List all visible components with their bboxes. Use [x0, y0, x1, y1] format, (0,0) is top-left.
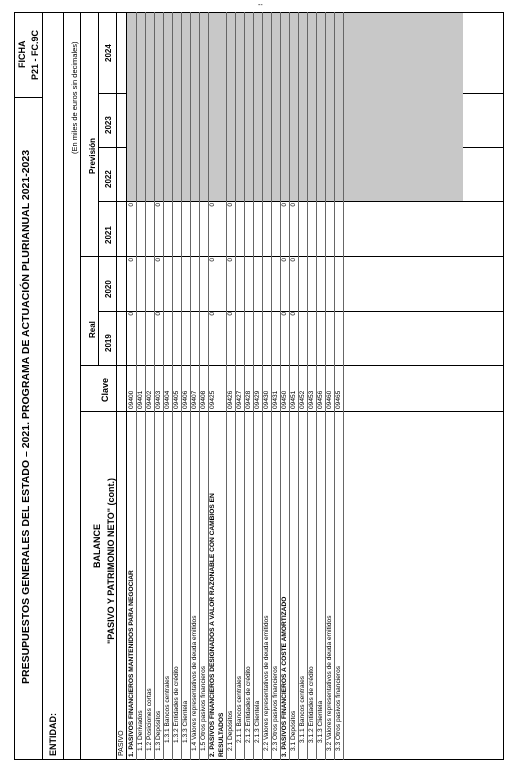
row-label: 3.3 Otros pasivos financieros — [335, 665, 342, 751]
row-code: 09450 — [281, 390, 288, 409]
table-row — [235, 12, 244, 759]
table-row — [271, 12, 280, 759]
row-code: 09460 — [326, 390, 333, 409]
row-label: 3.1.3 Clientela — [317, 700, 324, 743]
row-code: 09431 — [272, 390, 279, 409]
row-value: 0 — [281, 203, 288, 207]
row-value: 0 — [227, 312, 234, 316]
table-row — [334, 12, 343, 759]
row-code: 09465 — [335, 390, 342, 409]
year-header: 2020 — [104, 280, 113, 298]
row-code: 09456 — [317, 390, 324, 409]
row-label: 2.1.3 Clientela — [254, 700, 261, 743]
page-mark: -- — [258, 2, 263, 9]
row-label: 2.1.2 Entidades de crédito — [245, 666, 252, 743]
row-label: 3.1.2 Entidades de crédito — [308, 666, 315, 743]
row-value: 0 — [155, 258, 162, 262]
row-label: 1.5 Otros pasivos financieros — [200, 665, 207, 751]
table-row — [208, 12, 226, 759]
year-header: 2022 — [104, 170, 113, 188]
year-header: 2024 — [104, 44, 113, 62]
ficha-code: P21 - FC.9C — [30, 29, 40, 80]
table-row — [316, 12, 325, 759]
table-row — [181, 12, 190, 759]
balance-title: BALANCE — [92, 524, 102, 568]
row-value: 0 — [209, 258, 216, 262]
row-label: 2.2 Valores representativos de deuda emitidos — [263, 615, 270, 751]
row-value: 0 — [128, 203, 135, 207]
row-code: 09403 — [155, 390, 162, 409]
row-code: 09404 — [164, 390, 171, 409]
row-label: 1.1 Derivados — [137, 710, 144, 751]
table-row — [163, 12, 172, 759]
row-value: 0 — [227, 203, 234, 207]
row-label: 1. PASIVOS FINANCIEROS MANTENIDOS PARA NEGOCIAR — [128, 570, 135, 757]
row-label: 1.3.3 Clientela — [182, 700, 189, 743]
row-value: 0 — [155, 203, 162, 207]
row-code: 09453 — [308, 390, 315, 409]
row-label: 2.1.1 Bancos centrales — [236, 675, 243, 743]
row-label: 1.3.2 Entidades de crédito — [173, 666, 180, 743]
row-label: 1.4 Valores representativos de deuda emitidos — [191, 615, 198, 751]
prevision-label: Previsión — [88, 137, 97, 174]
row-code: 09426 — [227, 390, 234, 409]
row-label: 2. PASIVOS FINANCIEROS DESIGNADOS A VALOR RAZONABLE CON CAMBIOS EN — [209, 493, 216, 757]
row-code: 09430 — [263, 390, 270, 409]
row-value: 0 — [128, 258, 135, 262]
row-label: 3. PASIVOS FINANCIEROS A COSTE AMORTIZADO — [281, 596, 288, 757]
row-value: 0 — [155, 312, 162, 316]
table-row — [244, 12, 253, 759]
ficha-label: FICHA — [17, 40, 27, 68]
table-row — [172, 12, 181, 759]
year-header: 2021 — [104, 226, 113, 244]
row-value: 0 — [209, 312, 216, 316]
units-note: (En miles de euros sin decimales) — [70, 41, 79, 154]
balance-subtitle: "PASIVO Y PATRIMONIO NETO" (cont.) — [106, 477, 116, 644]
table-row — [136, 12, 145, 759]
table-row — [289, 12, 298, 759]
row-code: 09429 — [254, 390, 261, 409]
table-row — [199, 12, 208, 759]
row-value: 0 — [227, 258, 234, 262]
row-label: 3.1 Depósitos — [290, 710, 297, 751]
row-code: 09405 — [173, 390, 180, 409]
table-row — [307, 12, 316, 759]
table-row — [325, 12, 334, 759]
row-label: 3.1.1 Bancos centrales — [299, 675, 306, 743]
row-label: 2.3 Otros pasivos financieros — [272, 665, 279, 751]
row-code: 09407 — [191, 390, 198, 409]
row-label: 1.3 Depósitos — [155, 710, 162, 751]
table-row — [127, 12, 136, 759]
clave-label: Clave — [100, 377, 110, 402]
row-label: 1.2 Posiciones cortas — [146, 688, 153, 751]
table-row — [280, 12, 289, 759]
row-value: 0 — [290, 312, 297, 316]
row-value: 0 — [281, 312, 288, 316]
table-row — [226, 12, 235, 759]
table-row — [190, 12, 199, 759]
entidad-label: ENTIDAD: — [48, 713, 58, 756]
row-code: 09427 — [236, 390, 243, 409]
table-row — [262, 12, 271, 759]
table-row — [298, 12, 307, 759]
row-label-continued: RESULTADOS — [218, 712, 225, 757]
row-code: 09451 — [290, 390, 297, 409]
row-value: 0 — [128, 312, 135, 316]
row-code: 09425 — [209, 390, 216, 409]
row-value: 0 — [290, 258, 297, 262]
table-row — [145, 12, 154, 759]
section-label: PASIVO — [118, 730, 125, 756]
row-value: 0 — [290, 203, 297, 207]
year-header: 2019 — [104, 334, 113, 352]
row-code: 09452 — [299, 390, 306, 409]
table-row — [154, 12, 163, 759]
row-label: 3.2 Valores representativos de deuda emitidos — [326, 615, 333, 751]
page-title: PRESUPUESTOS GENERALES DEL ESTADO – 2021. PROGRAMA DE ACTUACIÓN PLURIANUAL 2021-2023 — [20, 149, 32, 684]
table-row — [253, 12, 262, 759]
row-code: 09406 — [182, 390, 189, 409]
real-label: Real — [88, 321, 97, 338]
row-value: 0 — [209, 203, 216, 207]
row-label: 1.3.1 Bancos centrales — [164, 675, 171, 743]
row-label: 2.1 Depósitos — [227, 710, 234, 751]
row-value: 0 — [281, 258, 288, 262]
row-divider — [343, 12, 344, 760]
row-code: 09408 — [200, 390, 207, 409]
row-code: 09400 — [128, 390, 135, 409]
row-code: 09402 — [146, 390, 153, 409]
row-code: 09428 — [245, 390, 252, 409]
year-header: 2023 — [104, 116, 113, 134]
row-code: 09401 — [137, 390, 144, 409]
